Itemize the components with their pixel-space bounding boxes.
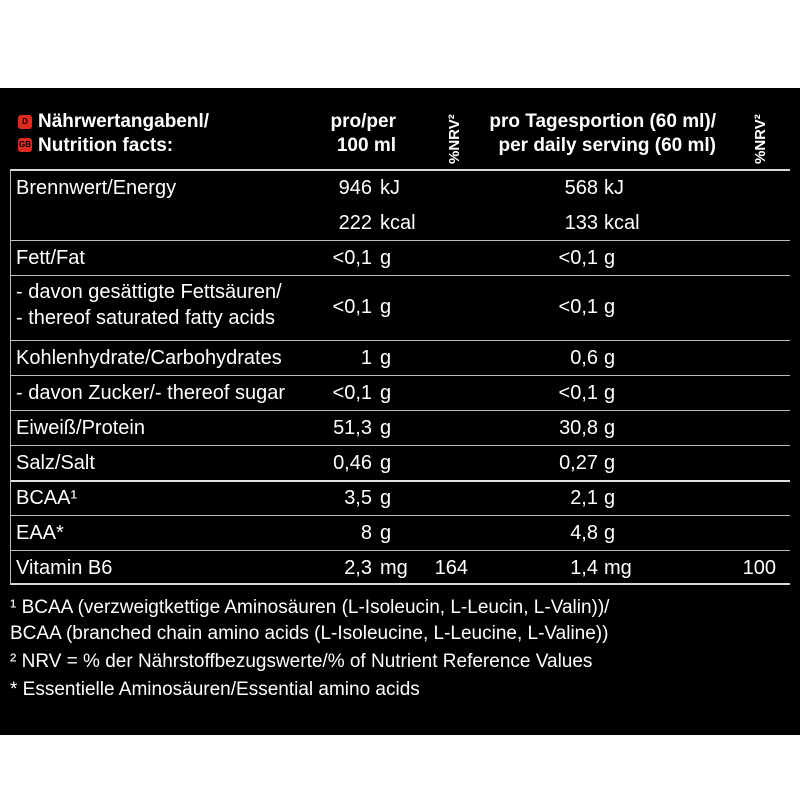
unit-per-100ml: g <box>380 347 392 369</box>
value-daily-serving: 30,8 <box>559 417 598 439</box>
nutrient-label: Vitamin B6 <box>16 557 113 579</box>
value-per-100ml: 2,3 <box>344 557 372 579</box>
unit-per-100ml: kcal <box>380 212 416 234</box>
table-row <box>0 241 800 276</box>
unit-daily-serving: kcal <box>604 212 640 234</box>
footnote-4: * Essentielle Aminosäuren/Essential amino acids <box>10 679 420 700</box>
unit-daily-serving: g <box>604 382 616 404</box>
header-label-line1: Nährwertangabenl/ <box>38 111 210 132</box>
footnote-3: ² NRV = % der Nährstoffbezugswerte/% of Nutrient Reference Values <box>10 651 593 672</box>
row-divider <box>10 445 790 446</box>
value-daily-serving: <0,1 <box>558 247 598 269</box>
table-bottom-rule <box>10 583 790 585</box>
unit-daily-serving: g <box>604 417 616 439</box>
header-label-line2: Nutrition facts: <box>38 135 174 156</box>
table-row <box>0 206 800 241</box>
value-daily-serving: 4,8 <box>570 522 598 544</box>
footnote-2: BCAA (branched chain amino acids (L-Isoleucine, L-Leucine, L-Valine)) <box>10 623 609 644</box>
nutrient-label: - davon gesättigte Fettsäuren/ <box>16 281 282 303</box>
nutrient-label: Brennwert/Energy <box>16 177 177 199</box>
table-row <box>0 481 800 516</box>
value-daily-serving: <0,1 <box>558 382 598 404</box>
value-per-100ml: 8 <box>360 522 372 544</box>
value-per-100ml: 0,46 <box>333 452 372 474</box>
value-daily-serving: 0,27 <box>559 452 598 474</box>
value-per-100ml: 51,3 <box>333 417 372 439</box>
value-per-100ml: 946 <box>338 177 372 199</box>
table-row <box>0 446 800 481</box>
value-daily-serving: <0,1 <box>558 296 598 318</box>
unit-per-100ml: g <box>380 247 392 269</box>
table-row <box>0 276 800 341</box>
row-divider <box>10 410 790 411</box>
value-per-100ml: <0,1 <box>332 247 372 269</box>
table-row <box>0 376 800 411</box>
unit-daily-serving: kJ <box>604 177 624 199</box>
header-daily-line2: per daily serving (60 ml) <box>498 135 716 156</box>
unit-per-100ml: mg <box>380 557 408 579</box>
unit-per-100ml: g <box>380 452 392 474</box>
unit-per-100ml: g <box>380 417 392 439</box>
value-per-100ml: 3,5 <box>344 487 372 509</box>
value-per-100ml: 1 <box>360 347 372 369</box>
unit-per-100ml: kJ <box>380 177 400 199</box>
row-divider <box>10 375 790 376</box>
header-per100-line2: 100 ml <box>336 135 396 156</box>
nutrition-table-panel <box>0 88 800 735</box>
unit-daily-serving: g <box>604 296 616 318</box>
header-daily-line1: pro Tagesportion (60 ml)/ <box>489 111 716 132</box>
nutrient-label: - thereof saturated fatty acids <box>16 307 276 329</box>
row-divider <box>10 340 790 341</box>
header-divider <box>10 169 790 171</box>
nutrient-label: - davon Zucker/- thereof sugar <box>16 382 286 404</box>
unit-daily-serving: g <box>604 522 616 544</box>
unit-per-100ml: g <box>380 487 392 509</box>
unit-daily-serving: g <box>604 487 616 509</box>
value-per-100ml: 222 <box>338 212 372 234</box>
row-divider <box>10 240 790 241</box>
table-row <box>0 171 800 206</box>
unit-daily-serving: mg <box>604 557 632 579</box>
table-row <box>0 551 800 586</box>
row-divider <box>10 275 790 276</box>
unit-daily-serving: g <box>604 347 616 369</box>
value-per-100ml: <0,1 <box>332 382 372 404</box>
uk-flag-icon: GB <box>18 138 32 152</box>
value-daily-serving: 133 <box>564 212 598 234</box>
nutrient-label: EAA* <box>16 522 64 544</box>
nrv-daily-serving: 100 <box>742 557 776 579</box>
footnote-1: ¹ BCAA (verzweigtkettige Aminosäuren (L-Isoleucin, L-Leucin, L-Valin))/ <box>10 597 610 618</box>
nutrient-label: Fett/Fat <box>16 247 85 269</box>
section-divider <box>10 480 790 482</box>
row-divider <box>10 515 790 516</box>
row-divider <box>10 550 790 551</box>
table-left-border <box>10 170 11 584</box>
nrv-per-100ml: 164 <box>434 557 468 579</box>
value-per-100ml: <0,1 <box>332 296 372 318</box>
header-nrv-1: %NRV² <box>446 114 463 164</box>
german-flag-icon: D <box>18 115 32 129</box>
nutrient-label: Salz/Salt <box>16 452 95 474</box>
value-daily-serving: 2,1 <box>570 487 598 509</box>
table-row <box>0 516 800 551</box>
unit-per-100ml: g <box>380 522 392 544</box>
header-nrv-2: %NRV² <box>752 114 769 164</box>
unit-daily-serving: g <box>604 452 616 474</box>
unit-daily-serving: g <box>604 247 616 269</box>
unit-per-100ml: g <box>380 296 392 318</box>
nutrient-label: Eiweiß/Protein <box>16 417 145 439</box>
unit-per-100ml: g <box>380 382 392 404</box>
table-row <box>0 411 800 446</box>
header-per100-line1: pro/per <box>330 111 396 132</box>
nutrient-label: Kohlenhydrate/Carbohydrates <box>16 347 282 369</box>
value-daily-serving: 1,4 <box>570 557 598 579</box>
value-daily-serving: 0,6 <box>570 347 598 369</box>
table-row <box>0 341 800 376</box>
value-daily-serving: 568 <box>564 177 598 199</box>
nutrient-label: BCAA¹ <box>16 487 78 509</box>
